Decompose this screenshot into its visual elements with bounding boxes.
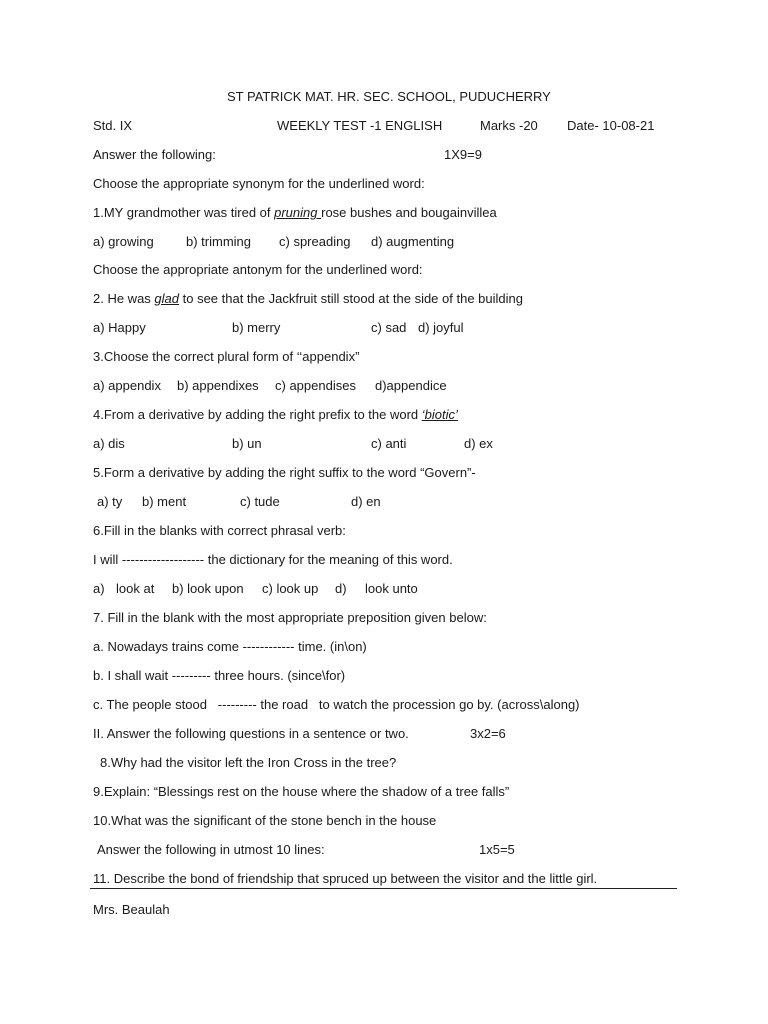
- q3-option-c: c) appendises: [275, 378, 356, 393]
- q5-option-b: b) ment: [142, 494, 187, 509]
- q1-text-post: rose bushes and bougainvillea: [321, 205, 497, 220]
- q3-option-a: a) appendix: [93, 378, 161, 393]
- q7-part-a: a. Nowadays trains come ------------ time. (in\on): [93, 639, 367, 654]
- antonym-instruction: Choose the appropriate antonym for the underlined word:: [93, 262, 423, 277]
- q7-part-b: b. I shall wait --------- three hours. (since\for): [93, 668, 346, 683]
- q4-option-d: d) ex: [464, 436, 493, 451]
- q2-option-b: b) merry: [232, 320, 281, 335]
- question-10: 10.What was the significant of the stone bench in the house: [93, 813, 437, 828]
- q4-option-a: a) dis: [93, 436, 125, 451]
- question-1: [93, 205, 497, 221]
- question-3: 3.Choose the correct plural form of ‘‘appendix”: [93, 349, 360, 364]
- section1-marks: 1X9=9: [444, 147, 482, 162]
- q6-option-a: look at: [116, 581, 155, 596]
- question-2: [93, 291, 523, 307]
- section2-heading: II. Answer the following questions in a sentence or two.: [93, 726, 409, 741]
- question-11: 11. Describe the bond of friendship that spruced up between the visitor and the little girl.: [93, 871, 598, 886]
- divider-line: [90, 888, 677, 889]
- q1-option-d: d) augmenting: [371, 234, 455, 249]
- synonym-instruction: Choose the appropriate synonym for the underlined word:: [93, 176, 425, 191]
- total-marks: Marks -20: [480, 118, 538, 133]
- q5-option-d: d) en: [351, 494, 381, 509]
- q6-option-d-letter: d): [335, 581, 347, 596]
- standard: Std. IX: [93, 118, 133, 133]
- q6-option-c: c) look up: [262, 581, 319, 596]
- section3-marks: 1x5=5: [479, 842, 515, 857]
- question-5: 5.Form a derivative by adding the right suffix to the word “Govern”-: [93, 465, 476, 480]
- school-name: ST PATRICK MAT. HR. SEC. SCHOOL, PUDUCHERRY: [227, 89, 551, 104]
- q4-option-c: c) anti: [371, 436, 407, 451]
- question-8: 8.Why had the visitor left the Iron Cross in the tree?: [100, 755, 397, 770]
- q1-text-pre: 1.MY grandmother was tired of: [93, 205, 275, 220]
- q2-option-d: d) joyful: [418, 320, 464, 335]
- q4-option-b: b) un: [232, 436, 262, 451]
- q4-text: 4.From a derivative by adding the right prefix to the word: [93, 407, 422, 422]
- q5-option-c: c) tude: [240, 494, 280, 509]
- q6-option-a-letter: a): [93, 581, 105, 596]
- q2-option-c: c) sad: [371, 320, 407, 335]
- q5-option-a: a) ty: [97, 494, 123, 509]
- question-7: 7. Fill in the blank with the most appropriate preposition given below:: [93, 610, 487, 625]
- q2-underlined-word: glad: [154, 291, 179, 306]
- q2-text-pre: 2. He was: [93, 291, 155, 306]
- test-date: Date- 10-08-21: [567, 118, 655, 133]
- teacher-name: Mrs. Beaulah: [93, 902, 170, 917]
- section1-heading: Answer the following:: [93, 147, 216, 162]
- q6-sentence: I will ------------------- the dictionary for the meaning of this word.: [93, 552, 453, 567]
- q2-option-a: a) Happy: [93, 320, 146, 335]
- section3-heading: Answer the following in utmost 10 lines:: [97, 842, 325, 857]
- q3-option-b: b) appendixes: [177, 378, 259, 393]
- q6-option-d: look unto: [365, 581, 418, 596]
- q1-option-a: a) growing: [93, 234, 154, 249]
- q2-text-post: to see that the Jackfruit still stood at the side of the building: [179, 291, 523, 306]
- q1-option-b: b) trimming: [186, 234, 252, 249]
- section2-marks: 3x2=6: [470, 726, 506, 741]
- q1-underlined-word: pruning: [274, 205, 322, 220]
- q1-option-c: c) spreading: [279, 234, 351, 249]
- q3-option-d: d)appendice: [375, 378, 447, 393]
- question-9: 9.Explain: “Blessings rest on the house where the shadow of a tree falls”: [93, 784, 510, 799]
- test-title: WEEKLY TEST -1 ENGLISH: [277, 118, 443, 133]
- q4-underlined-word: ‘biotic’: [421, 407, 458, 422]
- question-6: 6.Fill in the blanks with correct phrasal verb:: [93, 523, 346, 538]
- question-4: [93, 407, 458, 423]
- q7-part-c: c. The people stood --------- the road to watch the procession go by. (across\along): [93, 697, 580, 712]
- q6-option-b: b) look upon: [172, 581, 244, 596]
